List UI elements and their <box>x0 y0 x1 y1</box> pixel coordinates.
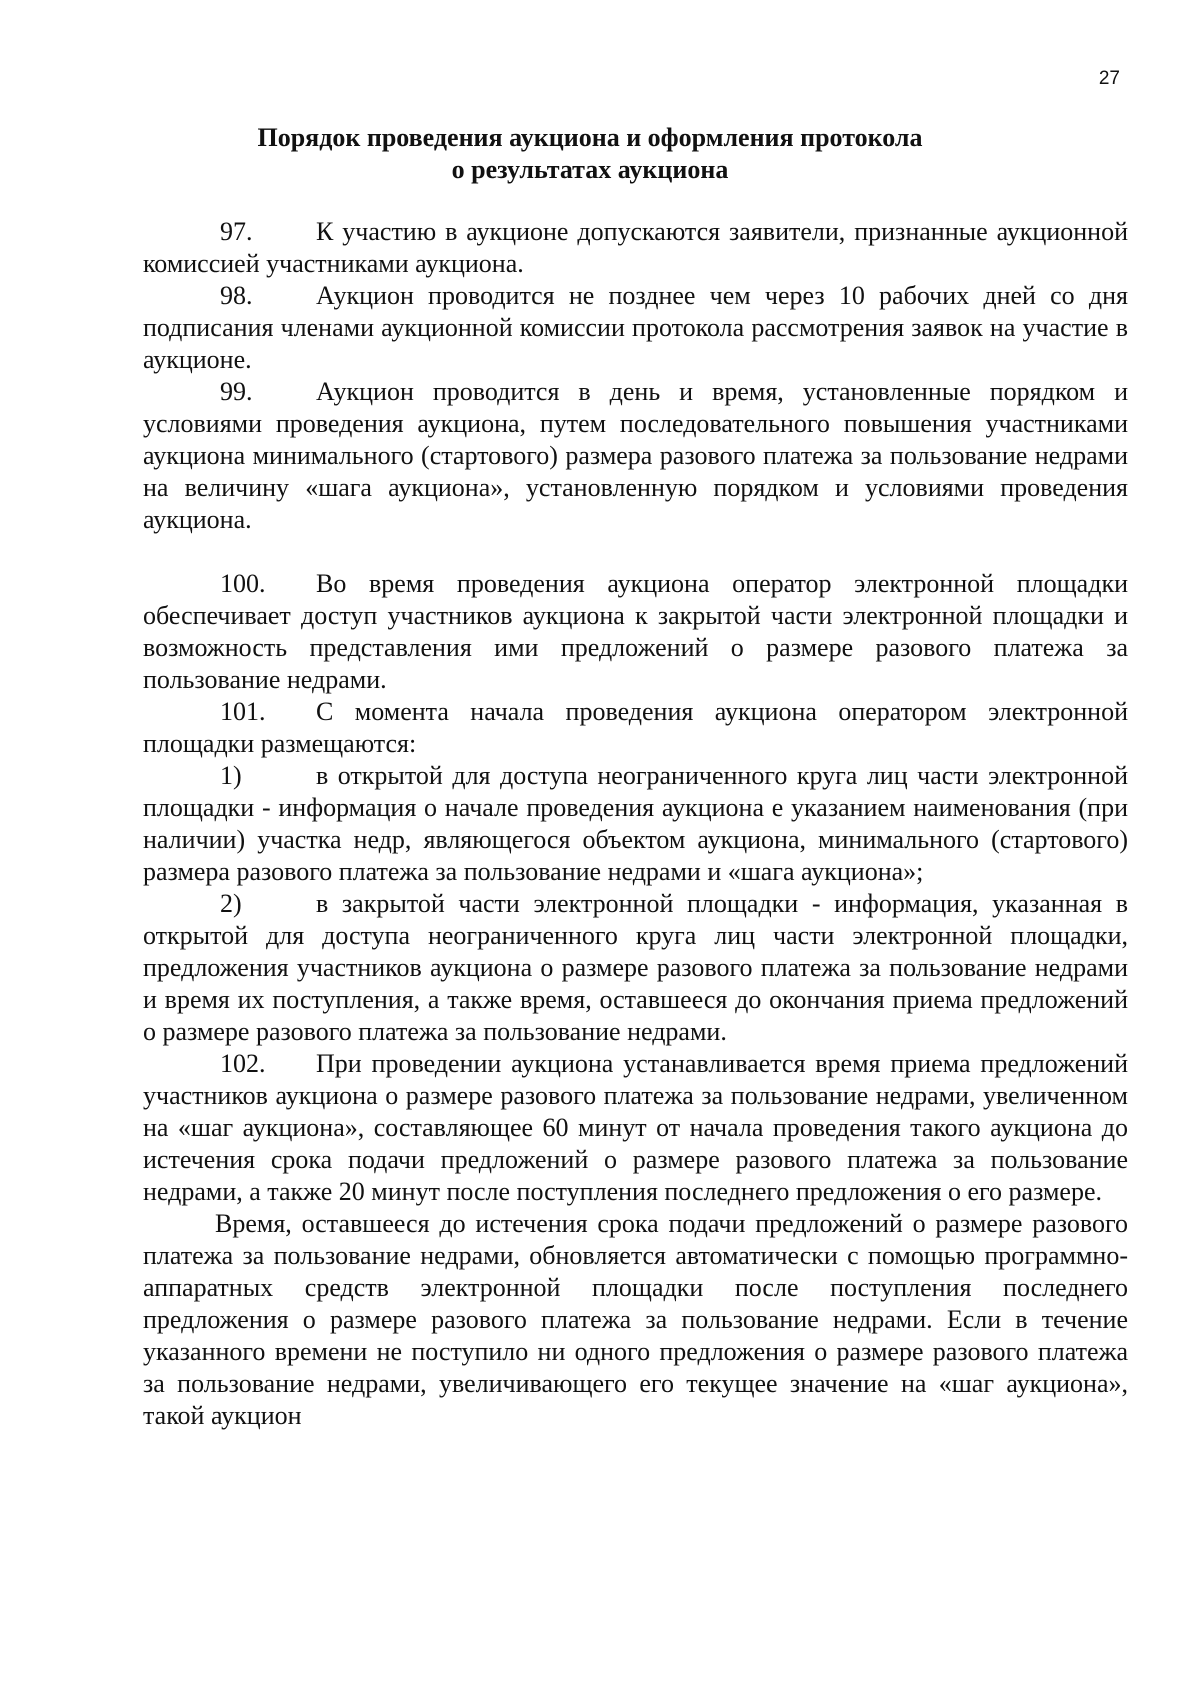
page-number: 27 <box>1098 68 1120 89</box>
paragraph-100 <box>143 568 1128 696</box>
paragraph-101 <box>143 696 1128 760</box>
paragraph-text: С момента начала проведения аукциона оператором электронной площадки размещаются: <box>143 697 1128 758</box>
subitem-number: 2) <box>220 889 242 918</box>
document-body <box>143 216 1128 1432</box>
paragraph-text: в закрытой части электронной площадки - информация, указанная в открытой для доступа неограниченного круга лиц части электронной площадки, предложения участников аукциона о размере разового платежа за пользование недрами и время их поступления, а также время, оставшееся до окончания приема предложений о размере разового платежа за пользование недрами. <box>143 889 1128 1046</box>
heading-line-2: о результатах аукциона <box>451 155 729 184</box>
paragraph-text: Аукцион проводится не позднее чем через 10 рабочих дней со дня подписания членами аукционной комиссии протокола рассмотрения заявок на участие в аукционе. <box>143 281 1128 374</box>
paragraph-text: Во время проведения аукциона оператор электронной площадки обеспечивает доступ участников аукциона к закрытой части электронной площадки и возможность представления ими предложений о размере разового платежа за пользование недрами. <box>143 569 1128 694</box>
paragraph-continuation <box>143 1208 1128 1432</box>
heading-line-1: Порядок проведения аукциона и оформления протокола <box>257 123 923 152</box>
item-number: 99. <box>220 377 253 406</box>
paragraph-text: Время, оставшееся до истечения срока подачи предложений о размере разового платежа за пользование недрами, обновляется автоматически с помощью программно-аппаратных средств электронной площадки после поступления последнего предложения о размере разового платежа за пользование недрами. Если в течение указанного времени не поступило ни одного предложения о размере разового платежа за пользование недрами, увеличивающего его текущее значение на «шаг аукциона», такой аукцион <box>143 1209 1128 1430</box>
subitem-2 <box>143 888 1128 1048</box>
subitem-number: 1) <box>220 761 242 790</box>
section-heading <box>0 122 1200 186</box>
paragraph-102 <box>143 1048 1128 1208</box>
item-number: 101. <box>220 697 266 726</box>
item-number: 100. <box>220 569 266 598</box>
paragraph-97 <box>143 216 1128 280</box>
item-number: 97. <box>220 217 253 246</box>
paragraph-99 <box>143 376 1128 536</box>
paragraph-text: Аукцион проводится в день и время, установленные порядком и условиями проведения аукциона, путем последовательного повышения участниками аукциона минимального (стартового) размера разового платежа за пользование недрами на величину «шага аукциона», установленную порядком и условиями проведения аукциона. <box>143 377 1128 534</box>
item-number: 98. <box>220 281 253 310</box>
paragraph-98 <box>143 280 1128 376</box>
subitem-1 <box>143 760 1128 888</box>
paragraph-text: При проведении аукциона устанавливается время приема предложений участников аукциона о размере разового платежа за пользование недрами, увеличенном на «шаг аукциона», составляющее 60 минут от начала проведения такого аукциона до истечения срока подачи предложений о размере разового платежа за пользование недрами, а также 20 минут после поступления последнего предложения о его размере. <box>143 1049 1128 1206</box>
paragraph-text: К участию в аукционе допускаются заявители, признанные аукционной комиссией участниками аукциона. <box>143 217 1128 278</box>
item-number: 102. <box>220 1049 266 1078</box>
paragraph-text: в открытой для доступа неограниченного круга лиц части электронной площадки - информация о начале проведения аукциона е указанием наименования (при наличии) участка недр, являющегося объектом аукциона, минимального (стартового) размера разового платежа за пользование недрами и «шага аукциона»; <box>143 761 1128 886</box>
